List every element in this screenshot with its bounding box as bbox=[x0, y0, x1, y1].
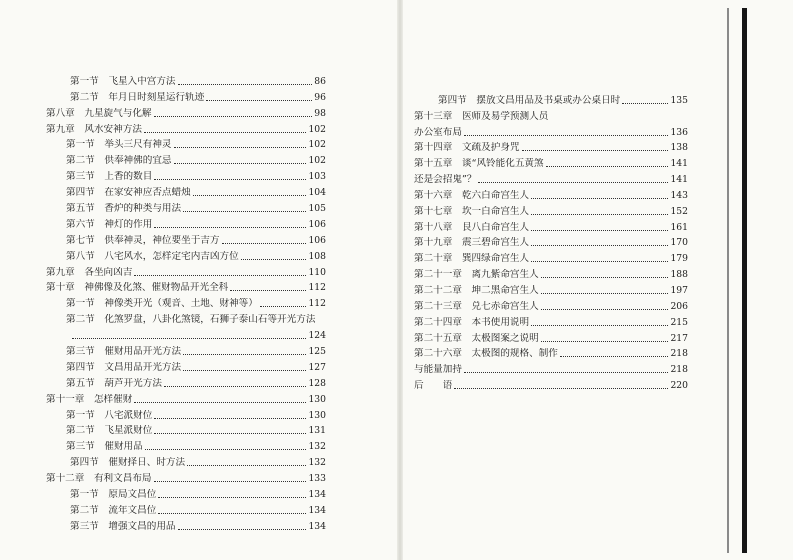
toc-entry bbox=[414, 186, 688, 202]
toc-entry-page-number: 141 bbox=[670, 158, 688, 170]
toc-entry bbox=[414, 234, 688, 250]
toc-entry-page-number: 112 bbox=[308, 282, 326, 294]
toc-entry bbox=[46, 136, 326, 152]
dot-leader bbox=[187, 465, 306, 466]
toc-entry-title: 第四节 在家安神应否点蜡烛 bbox=[66, 187, 191, 199]
toc-entry-title: 第二十一章 离九紫命宫生人 bbox=[414, 269, 539, 281]
toc-entry-title: 第一节 神像类开光（观音、土地、财神等） bbox=[66, 298, 258, 310]
toc-entry-page-number: 110 bbox=[308, 266, 326, 278]
toc-entry bbox=[414, 297, 688, 313]
toc-entry-title: 第十五章 谈“风铃能化五黄煞 bbox=[414, 158, 544, 170]
dot-leader bbox=[531, 230, 668, 231]
dot-leader bbox=[531, 198, 668, 199]
toc-entry-page-number: 103 bbox=[308, 171, 326, 183]
toc-entry-page-number: 131 bbox=[308, 425, 326, 437]
toc-entry bbox=[414, 376, 688, 392]
toc-entry bbox=[46, 469, 326, 485]
dot-leader bbox=[541, 309, 669, 310]
toc-entry bbox=[414, 329, 688, 345]
toc-entry-title: 第五节 香炉的种类与用法 bbox=[66, 203, 182, 215]
toc-entry-title: 第九章 风水安神方法 bbox=[46, 123, 142, 135]
toc-entry-title: 第一节 八宅派财位 bbox=[66, 409, 153, 421]
toc-entry-title: 第二十四章 本书使用说明 bbox=[414, 316, 530, 328]
dot-leader bbox=[622, 103, 668, 104]
toc-entry-page-number: 128 bbox=[308, 377, 326, 389]
dot-leader bbox=[154, 481, 307, 482]
dot-leader bbox=[230, 290, 306, 291]
toc-entry-title: 第二节 化煞罗盘，八卦化煞镜，石狮子泰山石等开光方法 bbox=[66, 314, 316, 326]
dot-leader bbox=[154, 433, 306, 434]
toc-entry-title: 第二节 供奉神佛的宜忌 bbox=[66, 155, 172, 167]
toc-entry bbox=[46, 199, 326, 215]
toc-entry-page-number: 112 bbox=[308, 298, 326, 310]
toc-entry-page-number: 102 bbox=[308, 139, 326, 151]
dot-leader bbox=[541, 293, 669, 294]
toc-entry-title: 第四节 文昌用品开光方法 bbox=[66, 361, 182, 373]
toc-entry-page-number: 102 bbox=[308, 123, 326, 135]
toc-entry bbox=[414, 360, 688, 376]
dot-leader bbox=[72, 338, 306, 339]
dot-leader bbox=[134, 275, 306, 276]
toc-entry-title: 第一节 飞星入中宫方法 bbox=[70, 75, 176, 87]
dot-leader bbox=[183, 370, 306, 371]
left-table-of-contents bbox=[46, 72, 326, 533]
toc-entry-title: 第二十章 巽四绿命宫生人 bbox=[414, 253, 530, 265]
toc-entry-title: 第十三章 医师及易学预测人员 bbox=[414, 110, 549, 122]
toc-entry-page-number: 132 bbox=[308, 441, 326, 453]
toc-entry-title: 第十二章 有利文昌布局 bbox=[46, 473, 152, 485]
dot-leader bbox=[145, 449, 307, 450]
toc-entry bbox=[414, 249, 688, 265]
dot-leader bbox=[546, 166, 669, 167]
dot-leader bbox=[531, 214, 668, 215]
toc-entry-page-number: 124 bbox=[308, 330, 326, 342]
toc-entry-page-number: 220 bbox=[670, 380, 688, 392]
dot-leader bbox=[193, 195, 307, 196]
toc-entry bbox=[46, 501, 326, 517]
dot-leader bbox=[134, 402, 306, 403]
toc-entry-page-number: 134 bbox=[308, 504, 326, 516]
dot-leader bbox=[454, 388, 668, 389]
toc-entry-title: 第一节 原局文昌位 bbox=[70, 489, 157, 501]
toc-entry-title: 第十四章 文疏及护身咒 bbox=[414, 142, 520, 154]
toc-entry-title: 后 语 bbox=[414, 380, 453, 392]
toc-entry-page-number: 215 bbox=[670, 316, 688, 328]
toc-entry bbox=[46, 263, 326, 279]
toc-entry-page-number: 105 bbox=[308, 203, 326, 215]
toc-entry-page-number: 98 bbox=[314, 107, 326, 119]
dot-leader bbox=[154, 179, 306, 180]
dot-leader bbox=[541, 341, 669, 342]
dot-leader bbox=[260, 306, 307, 307]
toc-entry-page-number: 179 bbox=[670, 253, 688, 265]
toc-entry-title: 还是会招鬼”？ bbox=[414, 174, 477, 186]
toc-entry bbox=[414, 139, 688, 155]
toc-entry-title: 第三节 增强文昌的用品 bbox=[70, 520, 176, 532]
toc-entry bbox=[46, 247, 326, 263]
toc-entry-title: 第三节 上香的数目 bbox=[66, 171, 153, 183]
dot-leader bbox=[174, 163, 307, 164]
toc-entry bbox=[46, 167, 326, 183]
toc-entry bbox=[46, 406, 326, 422]
dot-leader bbox=[241, 259, 307, 260]
toc-entry-title: 第八节 八宅风水，怎样定宅内吉凶方位 bbox=[66, 250, 239, 262]
dot-leader bbox=[183, 354, 306, 355]
right-table-of-contents bbox=[414, 91, 688, 392]
dot-leader bbox=[531, 261, 668, 262]
toc-entry bbox=[46, 88, 326, 104]
toc-entry bbox=[46, 342, 326, 358]
toc-entry-page-number: 127 bbox=[308, 361, 326, 373]
toc-entry-page-number: 217 bbox=[670, 332, 688, 344]
toc-entry bbox=[414, 154, 688, 170]
toc-entry-page-number: 136 bbox=[670, 126, 688, 138]
toc-entry-page-number: 134 bbox=[308, 520, 326, 532]
toc-entry-page-number: 106 bbox=[308, 234, 326, 246]
toc-entry bbox=[414, 345, 688, 361]
page-edge-shadow bbox=[727, 8, 729, 553]
toc-entry-page-number: 218 bbox=[670, 348, 688, 360]
toc-entry bbox=[414, 170, 688, 186]
right-page bbox=[400, 0, 793, 560]
toc-entry-title: 第十章 神佛像及化煞、催财物品开光全科 bbox=[46, 282, 229, 294]
toc-entry bbox=[46, 358, 326, 374]
toc-entry bbox=[414, 202, 688, 218]
toc-entry-title: 第三节 催财用品开光方法 bbox=[66, 346, 182, 358]
dot-leader bbox=[541, 277, 669, 278]
dot-leader bbox=[560, 356, 669, 357]
dot-leader bbox=[531, 325, 668, 326]
toc-entry-title: 第二十五章 太极图案之说明 bbox=[414, 332, 539, 344]
toc-entry bbox=[46, 453, 326, 469]
toc-entry-title: 第十七章 坎一白命宫生人 bbox=[414, 205, 530, 217]
toc-entry-page-number: 130 bbox=[308, 393, 326, 405]
toc-entry-page-number: 206 bbox=[670, 300, 688, 312]
toc-entry-title: 第九章 各坐向凶吉 bbox=[46, 266, 133, 278]
toc-entry-page-number: 138 bbox=[670, 142, 688, 154]
toc-entry-title: 第十六章 乾六白命宫生人 bbox=[414, 189, 530, 201]
toc-entry-page-number: 134 bbox=[308, 489, 326, 501]
toc-entry-page-number: 132 bbox=[308, 457, 326, 469]
dot-leader bbox=[183, 211, 306, 212]
toc-entry bbox=[46, 231, 326, 247]
toc-entry bbox=[46, 374, 326, 390]
toc-entry-page-number: 143 bbox=[670, 189, 688, 201]
toc-entry bbox=[46, 485, 326, 501]
toc-entry-title: 第七节 供奉神灵，神位要坐于吉方 bbox=[66, 234, 220, 246]
dot-leader bbox=[464, 135, 668, 136]
toc-entry-title: 第八章 九星旋气与化解 bbox=[46, 107, 152, 119]
dot-leader bbox=[178, 529, 307, 530]
toc-entry-page-number: 125 bbox=[308, 346, 326, 358]
dot-leader bbox=[158, 497, 306, 498]
dot-leader bbox=[178, 84, 313, 85]
toc-entry-title: 办公室布局 bbox=[414, 126, 462, 138]
toc-entry bbox=[46, 183, 326, 199]
toc-entry bbox=[46, 72, 326, 88]
toc-entry bbox=[46, 326, 326, 342]
dot-leader bbox=[464, 372, 668, 373]
toc-entry-title: 第四节 催财择日、时方法 bbox=[70, 457, 186, 469]
toc-entry-page-number: 104 bbox=[308, 187, 326, 199]
toc-entry-page-number: 86 bbox=[314, 75, 326, 87]
toc-entry-page-number: 218 bbox=[670, 364, 688, 376]
toc-entry bbox=[46, 517, 326, 533]
dot-leader bbox=[174, 147, 307, 148]
toc-entry-page-number: 102 bbox=[308, 155, 326, 167]
toc-entry bbox=[414, 107, 688, 123]
book-edge bbox=[742, 8, 747, 553]
dot-leader bbox=[206, 100, 312, 101]
toc-entry-page-number: 96 bbox=[314, 91, 326, 103]
toc-entry-title: 第十八章 艮八白命宫生人 bbox=[414, 221, 530, 233]
toc-entry-page-number: 170 bbox=[670, 237, 688, 249]
toc-entry bbox=[414, 281, 688, 297]
toc-entry-title: 第六节 神灯的作用 bbox=[66, 218, 153, 230]
dot-leader bbox=[478, 182, 668, 183]
toc-entry-page-number: 108 bbox=[308, 250, 326, 262]
toc-entry-page-number: 152 bbox=[670, 205, 688, 217]
toc-entry-title: 第二节 飞星派财位 bbox=[66, 425, 153, 437]
toc-entry bbox=[46, 104, 326, 120]
toc-entry-page-number: 197 bbox=[670, 284, 688, 296]
dot-leader bbox=[154, 116, 313, 117]
toc-entry-title: 第十一章 怎样催财 bbox=[46, 393, 133, 405]
toc-entry bbox=[46, 215, 326, 231]
dot-leader bbox=[154, 418, 306, 419]
toc-entry bbox=[46, 390, 326, 406]
toc-entry-page-number: 106 bbox=[308, 218, 326, 230]
toc-entry-title: 第一节 举头三尺有神灵 bbox=[66, 139, 172, 151]
dot-leader bbox=[222, 243, 307, 244]
toc-entry bbox=[46, 294, 326, 310]
dot-leader bbox=[522, 150, 669, 151]
toc-entry-title: 与能量加持 bbox=[414, 364, 462, 376]
toc-entry bbox=[414, 123, 688, 139]
toc-entry bbox=[414, 265, 688, 281]
toc-entry bbox=[414, 313, 688, 329]
toc-entry-title: 第二十二章 坤二黑命宫生人 bbox=[414, 284, 539, 296]
toc-entry-page-number: 130 bbox=[308, 409, 326, 421]
toc-entry-title: 第十九章 震三碧命宫生人 bbox=[414, 237, 530, 249]
toc-entry-title: 第三节 催财用品 bbox=[66, 441, 143, 453]
toc-entry bbox=[46, 437, 326, 453]
toc-entry bbox=[46, 151, 326, 167]
toc-entry bbox=[414, 218, 688, 234]
toc-entry-page-number: 135 bbox=[670, 94, 688, 106]
dot-leader bbox=[154, 227, 306, 228]
toc-entry-title: 第五节 葫芦开光方法 bbox=[66, 377, 162, 389]
dot-leader bbox=[164, 386, 307, 387]
toc-entry bbox=[414, 91, 688, 107]
toc-entry-title: 第二节 流年文昌位 bbox=[70, 504, 157, 516]
toc-entry-page-number: 188 bbox=[670, 269, 688, 281]
dot-leader bbox=[531, 245, 668, 246]
toc-entry bbox=[46, 422, 326, 438]
toc-entry-page-number: 161 bbox=[670, 221, 688, 233]
toc-entry-title: 第二节 年月日时刻星运行轨迹 bbox=[70, 91, 205, 103]
toc-entry-title: 第二十六章 太极图的规格、制作 bbox=[414, 348, 558, 360]
dot-leader bbox=[158, 513, 306, 514]
toc-entry bbox=[46, 279, 326, 295]
dot-leader bbox=[144, 132, 307, 133]
toc-entry bbox=[46, 310, 326, 326]
toc-entry bbox=[46, 120, 326, 136]
toc-entry-title: 第四节 摆放文昌用品及书桌或办公桌日时 bbox=[438, 94, 621, 106]
toc-entry-page-number: 141 bbox=[670, 174, 688, 186]
toc-entry-title: 第二十三章 兑七赤命宫生人 bbox=[414, 300, 539, 312]
toc-entry-page-number: 133 bbox=[308, 473, 326, 485]
